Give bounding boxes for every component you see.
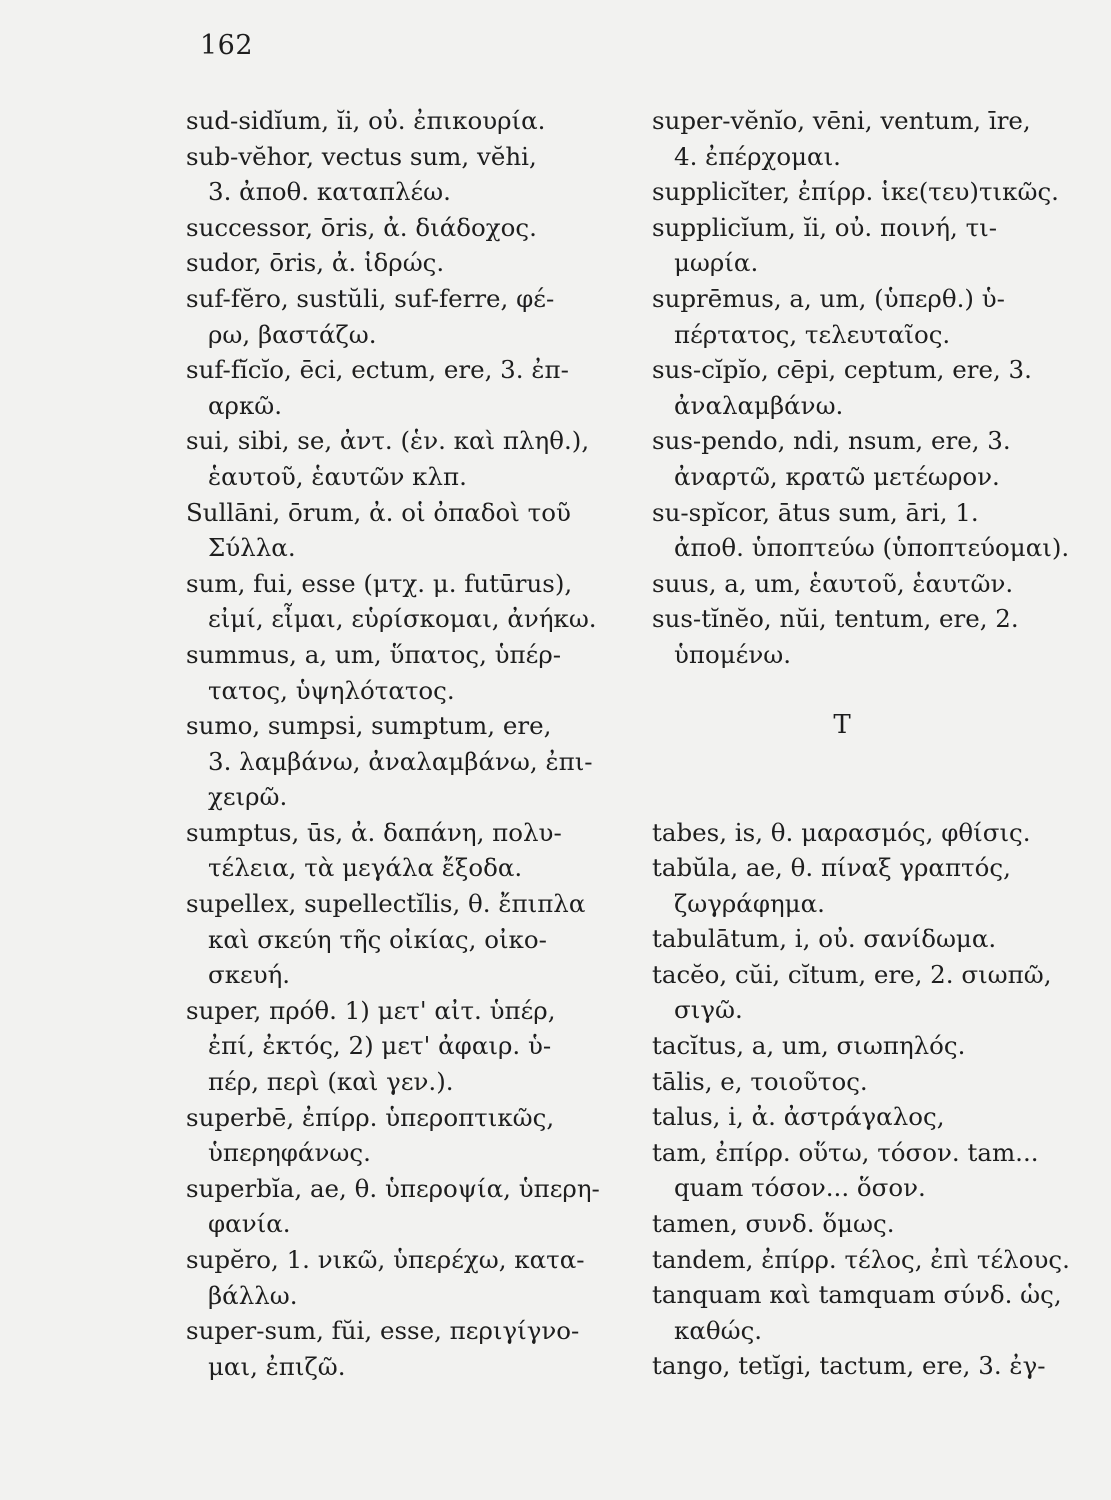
entry-line: Σύλλα.: [208, 533, 296, 563]
entry-line: successor, ōris, ἀ. διάδοχος.: [186, 212, 537, 242]
entry-line: superbĭa, ae, θ. ὑπεροψία, ὑπερη-: [186, 1173, 600, 1203]
entry-line: καθώς.: [674, 1315, 763, 1345]
entry-line: supellex, supellectĭlis, θ. ἔπιπλα: [186, 889, 586, 919]
entry-line: ἐπί, ἐκτός, 2) μετ' ἀφαιρ. ὑ-: [208, 1031, 552, 1061]
entry-line: sumptus, ūs, ἀ. δαπάνη, πολυ-: [186, 817, 562, 847]
entry-line: μαι, ἐπιζῶ.: [208, 1351, 346, 1381]
entry-line: suprēmus, a, um, (ὑπερθ.) ὑ-: [652, 283, 1005, 313]
entry-line: super, πρόθ. 1) μετ' αἰτ. ὑπέρ,: [186, 995, 556, 1025]
entry-line: super-vĕnĭo, vēni, ventum, īre,: [652, 106, 1031, 135]
entry-line: ἀναρτῶ, κρατῶ μετέωρον.: [674, 461, 1000, 491]
entry-line: σιγῶ.: [674, 995, 743, 1025]
page-number: 162: [200, 30, 254, 61]
entry-line: πέρ, περὶ (καὶ γεν.).: [208, 1067, 454, 1097]
section-letter-heading: T: [833, 709, 851, 740]
entry-line: tacĕo, cŭi, cĭtum, ere, 2. σιωπῶ,: [652, 959, 1052, 989]
entry-line: supplicĭter, ἐπίρρ. ἱκε(τευ)τικῶς.: [652, 177, 1059, 207]
entry-line: superbē, ἐπίρρ. ὑπεροπτικῶς,: [186, 1102, 555, 1132]
entry-line: καὶ σκεύη τῆς οἰκίας, οἰκο-: [208, 924, 547, 954]
entry-line: suf-fĭcĭo, ēci, ectum, ere, 3. ἐπ-: [186, 355, 569, 385]
entry-line: 3. λαμβάνω, ἀναλαμβάνω, ἐπι-: [208, 746, 593, 776]
entry-line: tabŭla, ae, θ. πίναξ γραπτός,: [652, 853, 1011, 883]
entry-line: τατος, ὑψηλότατος.: [208, 675, 455, 705]
entry-line: αρκῶ.: [208, 390, 283, 420]
entry-line: sum, fui, esse (μτχ. μ. futūrus),: [186, 568, 573, 598]
entry-line: suus, a, um, ἑαυτοῦ, ἑαυτῶν.: [652, 568, 1014, 598]
left-column: [186, 103, 606, 1384]
entry-line: sumo, sumpsi, sumptum, ere,: [186, 711, 552, 741]
entry-line: ὑπομένω.: [674, 639, 792, 669]
entry-line: summus, a, um, ὕπατος, ὑπέρ-: [186, 639, 562, 669]
entry-line: 4. ἐπέρχομαι.: [674, 141, 841, 171]
entry-line: sus-pendo, ndi, nsum, ere, 3.: [652, 426, 1011, 456]
entry-line: sus-tĭnĕo, nŭi, tentum, ere, 2.: [652, 604, 1019, 634]
entry-line: 3. ἀποθ. καταπλέω.: [208, 177, 451, 207]
entry-line: supĕro, 1. νικῶ, ὑπερέχω, κατα-: [186, 1245, 585, 1274]
entry-line: tandem, ἐπίρρ. τέλος, ἐπὶ τέλους.: [652, 1244, 1070, 1274]
entry-line: sud-sidĭum, ĭi, οὐ. ἐπικουρία.: [186, 106, 546, 135]
entry-line: φανία.: [208, 1209, 291, 1239]
entry-line: ζωγράφημα.: [674, 888, 825, 918]
entry-line: tabulātum, i, οὐ. σανίδωμα.: [652, 924, 997, 954]
entry-line: σκευή.: [208, 960, 291, 990]
entry-line: tacĭtus, a, um, σιωπηλός.: [652, 1031, 966, 1061]
entry-line: sudor, ōris, ἀ. ἱδρώς.: [186, 248, 445, 278]
entry-line: tālis, e, τοιοῦτος.: [652, 1066, 868, 1096]
entry-line: talus, i, ἀ. ἀστράγαλος,: [652, 1102, 945, 1132]
entry-line: εἰμί, εἶμαι, εὑρίσκομαι, ἀνήκω.: [208, 604, 597, 634]
entry-line: sus-cĭpĭo, cēpi, ceptum, ere, 3.: [652, 355, 1032, 385]
entry-line: χειρῶ.: [208, 782, 288, 812]
entry-line: ἑαυτοῦ, ἑαυτῶν κλπ.: [208, 461, 467, 491]
entry-line: tam, ἐπίρρ. οὕτω, τόσον. tam...: [652, 1137, 1039, 1167]
entry-line: ὑπερηφάνως.: [208, 1138, 371, 1168]
entry-line: ρω, βαστάζω.: [208, 319, 377, 349]
entry-line: sub-vĕhor, vectus sum, vĕhi,: [186, 141, 537, 171]
entry-line: supplicĭum, ĭi, οὐ. ποινή, τι-: [652, 212, 998, 242]
entry-line: Sullāni, ōrum, ἀ. οἱ ὀπαδοὶ τοῦ: [186, 497, 571, 527]
entry-line: su-spĭcor, ātus sum, āri, 1.: [652, 497, 979, 527]
entry-line: βάλλω.: [208, 1280, 298, 1310]
entry-line: ἀποθ. ὑποπτεύω (ὑποπτεύομαι).: [674, 533, 1070, 563]
entry-line: suf-fĕro, sustŭli, suf-ferre, φέ-: [186, 283, 555, 313]
right-column: [652, 103, 1082, 1384]
entry-line: tango, tetĭgi, tactum, ere, 3. ἐγ-: [652, 1351, 1046, 1381]
entry-line: sui, sibi, se, ἀντ. (ἑν. καὶ πληθ.),: [186, 426, 590, 456]
entry-line: tabes, is, θ. μαρασμός, φθίσις.: [652, 817, 1031, 847]
entry-line: tanquam καὶ tamquam σύνδ. ὡς,: [652, 1280, 1062, 1310]
entry-line: quam τόσον... ὅσον.: [674, 1173, 926, 1203]
entry-line: super-sum, fŭi, esse, περιγίγνο-: [186, 1316, 580, 1346]
entry-line: τέλεια, τὰ μεγάλα ἔξοδα.: [208, 853, 523, 883]
entry-line: ἀναλαμβάνω.: [674, 390, 844, 420]
entry-line: tamen, συνδ. ὅμως.: [652, 1209, 895, 1239]
entry-line: πέρτατος, τελευταῖος.: [674, 319, 951, 349]
entry-line: μωρία.: [674, 248, 759, 278]
